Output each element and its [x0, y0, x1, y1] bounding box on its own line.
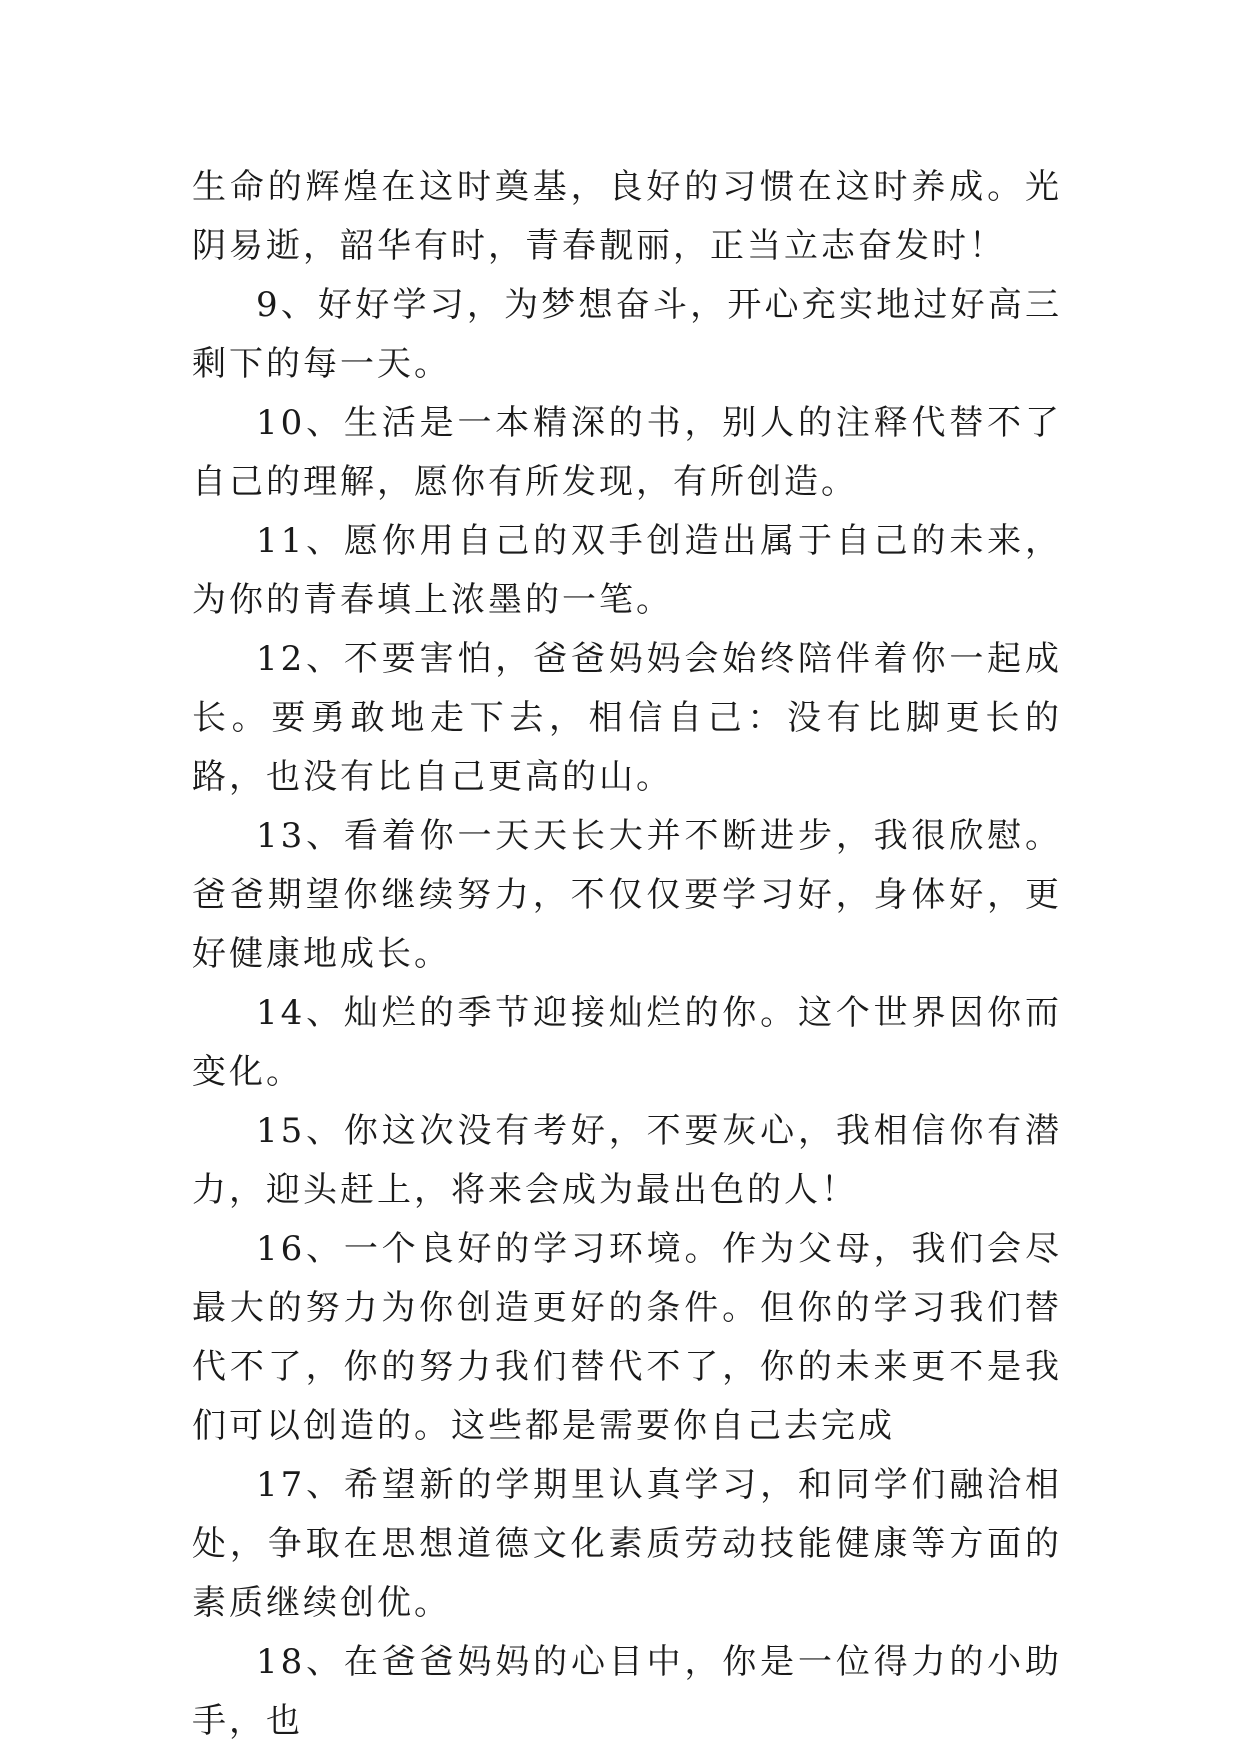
- document-body: [192, 158, 1062, 1751]
- paragraph-item-16: 16、一个良好的学习环境。作为父母，我们会尽最大的努力为你创造更好的条件。但你的学习我们替代不了，你的努力我们替代不了，你的未来更不是我们可以创造的。这些都是需要你自己去完成: [192, 1229, 1062, 1446]
- paragraph-item-11: 11、愿你用自己的双手创造出属于自己的未来，为你的青春填上浓墨的一笔。: [192, 521, 1062, 620]
- paragraph-item-15: 15、你这次没有考好，不要灰心，我相信你有潜力，迎头赶上，将来会成为最出色的人！: [192, 1111, 1062, 1210]
- paragraph-item-17: 17、希望新的学期里认真学习，和同学们融洽相处，争取在思想道德文化素质劳动技能健康等方面的素质继续创优。: [192, 1465, 1062, 1623]
- paragraph-continuation: 生命的辉煌在这时奠基，良好的习惯在这时养成。光阴易逝，韶华有时，青春靓丽，正当立志奋发时！: [192, 167, 1062, 266]
- paragraph-item-10: 10、生活是一本精深的书，别人的注释代替不了自己的理解，愿你有所发现，有所创造。: [192, 403, 1062, 502]
- paragraph-item-14: 14、灿烂的季节迎接灿烂的你。这个世界因你而变化。: [192, 993, 1062, 1092]
- paragraph-item-18: 18、在爸爸妈妈的心目中，你是一位得力的小助手，也: [192, 1642, 1062, 1741]
- paragraph-item-13: 13、看着你一天天长大并不断进步，我很欣慰。爸爸期望你继续努力，不仅仅要学习好，身体好，更好健康地成长。: [192, 816, 1062, 974]
- paragraph-item-12: 12、不要害怕，爸爸妈妈会始终陪伴着你一起成长。要勇敢地走下去，相信自己：没有比脚更长的路，也没有比自己更高的山。: [192, 639, 1062, 797]
- paragraph-item-9: 9、好好学习，为梦想奋斗，开心充实地过好高三剩下的每一天。: [192, 285, 1062, 384]
